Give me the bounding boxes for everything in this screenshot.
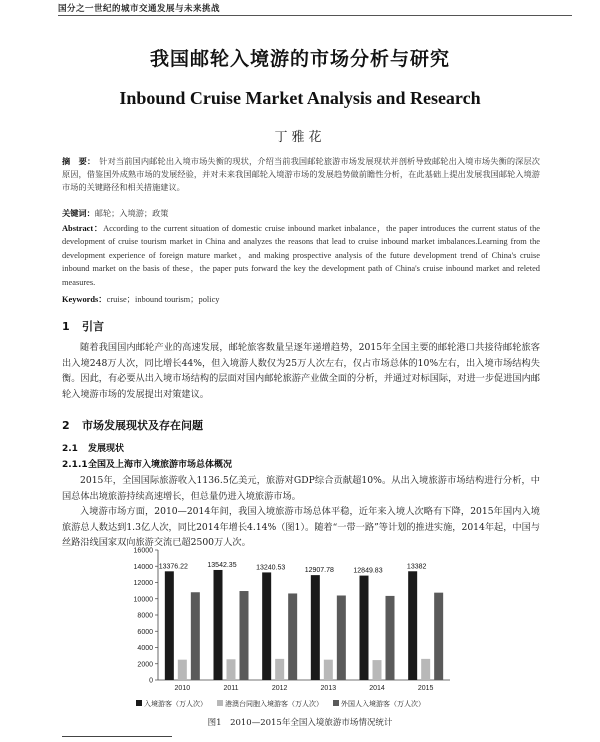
footnote-rule [62,736,172,737]
paragraph-inbound-market: 入境游市场方面，2010—2014年间，我国入境旅游市场总体平稳，近年来入境人次略有下降，2015年国内入境旅游总人数达到1.3亿人次，同比2014年增长4.14%（图1）。随着“一带一路”等计划的推进实施，2014年起，中国与丝路沿线国家双向旅游交流已超2500万人次。 [62,506,540,548]
x-tick-label: 2010 [174,685,191,692]
running-head: 国分之一世纪的城市交通发展与未来挑战 [58,4,221,14]
x-tick-label: 2012 [271,685,288,692]
section-2-number: 2 [62,419,70,432]
y-tick-label: 16000 [133,547,153,555]
legend-swatch [136,700,142,706]
inbound-tourism-chart [120,542,460,720]
bar [373,660,382,680]
keywords-en-text: cruise；inbound tourism；policy [106,295,220,304]
paragraph-inbound-overview: 2015年，全国国际旅游收入1136.5亿美元，旅游对GDP综合贡献超10%。从出入境旅游市场结构进行分析，中国总体出境旅游持续高速增长，但总量仍进入境旅游市场。 [62,475,540,502]
keywords-en-label: Keywords： [62,295,107,304]
x-tick-label: 2015 [417,685,434,692]
bar [386,596,395,680]
abstract-cn-text: 针对当前国内邮轮出入境市场失衡的现状，介绍当前我国邮轮旅游市场发展现状并剖析导致邮轮出入境市场失衡的深层次原因，借鉴国外成熟市场的发展经验，并对未来我国邮轮入境游市场的发展趋势做前瞻性分析，在此基础上提出发展我国邮轮入境游市场的关键路径和相关措施建议。 [62,156,540,192]
keywords-chinese [62,208,540,219]
y-tick-label: 6000 [137,628,153,636]
data-label: 13376.22 [158,563,188,571]
legend-label: 外国人入境游客（万人次） [341,701,425,708]
bar [434,593,443,680]
bar [240,591,249,680]
bar [178,660,187,680]
legend-swatch [333,700,339,706]
section-2-1-1-heading [62,457,232,470]
legend-swatch [217,700,223,706]
bar [165,571,174,680]
data-label: 12907.78 [304,567,334,575]
section-1-heading [62,318,104,334]
section-2-1-heading [62,441,124,454]
section-2-title: 市场发展现状及存在问题 [82,419,203,432]
bar [324,660,333,680]
x-tick-label: 2011 [223,685,239,692]
bar [421,659,430,680]
bar [288,593,297,680]
bar [214,570,223,680]
data-label: 13542.35 [207,561,237,569]
bar [191,592,200,680]
data-label: 13240.53 [256,564,286,572]
section-1-title: 引言 [82,320,104,333]
title-english: Inbound Cruise Market Analysis and Research [119,88,481,108]
data-label: 13382 [406,563,427,571]
keywords-cn-text: 邮轮；入境游；政策 [94,208,169,218]
legend-label: 入境游客（万人次） [144,701,207,708]
section-2-heading [62,417,203,433]
y-tick-label: 4000 [137,645,153,652]
abstract-chinese [62,155,540,194]
keywords-english [62,293,540,305]
y-tick-label: 14000 [133,563,153,571]
section-2-1-1-title: 全国及上海市入境旅游市场总体概况 [88,460,233,470]
chart-svg [120,542,460,720]
abstract-cn-label: 摘 要： [62,156,96,166]
keywords-cn-label: 关键词： [62,208,95,218]
legend-label: 港澳台同胞入境游客（万人次） [225,701,323,708]
header-rule [58,15,572,16]
figure-caption: 图1 2010—2015年全国入境旅游市场情况统计 [207,718,393,728]
y-tick-label: 2000 [137,661,153,669]
bar [408,571,417,680]
bar [337,596,346,681]
bar [275,659,284,680]
x-tick-label: 2014 [369,685,385,692]
abstract-en-label: Abstract： [62,224,104,233]
data-label: 12849.83 [353,567,383,575]
section-2-1-number: 2.1 [62,444,78,454]
bar [311,575,320,680]
section-2-1-title: 发展现状 [88,444,125,454]
bar [262,572,271,680]
section-1-paragraph: 随着我国国内邮轮产业的高速发展，邮轮旅客数量呈逐年递增趋势，2015年全国主要的邮轮港口共接待邮轮旅客出入境248万人次，同比增长44%，但入境游人数仅为25万人次左右，仅占市场总体的10%左右，出入境市场结构失衡。因此，有必要从出入境市场结构的层面对国内邮轮旅游产业做全面的分析，并通过对标国际，对进一步促进国内邮轮入境游市场的发展提出对策建议。 [62,342,540,400]
y-tick-label: 0 [149,677,153,685]
section-2-1-1-number: 2.1.1 [62,460,88,470]
section-1-number: 1 [62,320,70,333]
x-tick-label: 2013 [320,685,337,692]
author-name: 丁雅花 [274,130,326,145]
abstract-english [62,222,540,289]
y-tick-label: 12000 [133,580,153,587]
y-tick-label: 10000 [133,596,153,604]
bar [227,659,236,680]
bar [360,576,369,680]
abstract-en-text: According to the current situation of domestic cruise inbound market inbalance，the paper introduces the current status of the development of cruise tourism market in China and analyzes the reasons that lead to cruise inbound market imbalances.Learning from the development experience of foreign mature market，and making prospective analysis of the future development trend of China's cruise inbound market on the basis of these，the paper puts forward the key the development path of China's cruise inbound market and releted measures. [62,224,540,287]
y-tick-label: 8000 [137,612,153,620]
title-chinese: 我国邮轮入境游的市场分析与研究 [149,48,450,70]
